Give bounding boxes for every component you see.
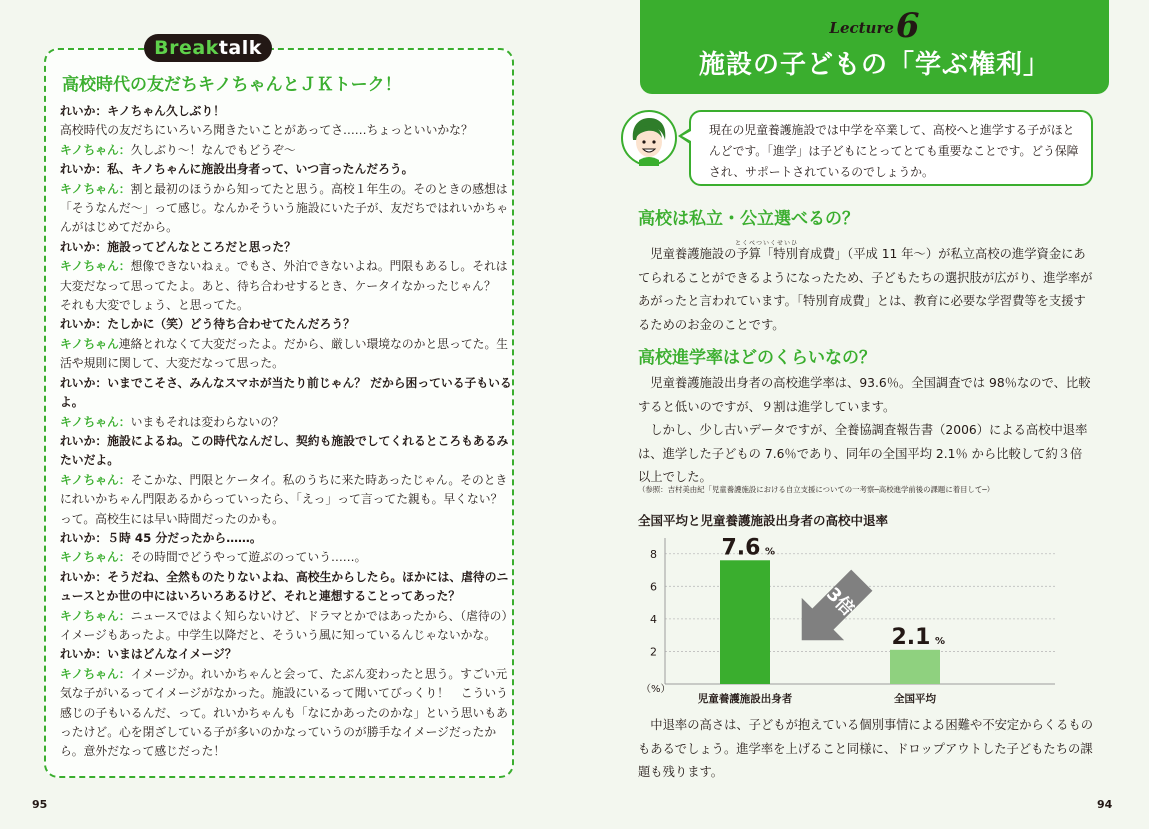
dialogue-body bbox=[60, 102, 515, 762]
line-text: 割と最初のほうから知ってたと思う。高校１年生の。そのときの感想は「そうなんだ～」って感じ。なんかそういう施設にいた子が、友だちではれいかちゃんがはじめてだから。 bbox=[60, 181, 509, 235]
dialogue-line bbox=[60, 432, 512, 471]
closing-body bbox=[638, 714, 1093, 785]
speaker-name: れいか bbox=[60, 569, 96, 584]
author-avatar-icon bbox=[621, 110, 677, 166]
x-category-label: 全国平均 bbox=[894, 693, 936, 705]
line-text: 私、キノちゃんに施設出身者って、いつ言ったんだろう。 bbox=[107, 162, 414, 177]
chart-svg bbox=[635, 530, 1075, 720]
line-text: そうだね、全然ものたりないよね、高校生からしたら。ほかには、虐待のニュースとか世の中にはいろいろあるけど、それと連想することってあった？ bbox=[60, 569, 509, 604]
line-text: その時間でどうやって遊ぶのっていう……。 bbox=[130, 550, 367, 565]
speaker-name: れいか bbox=[60, 647, 96, 662]
chart-title: 全国平均と児童養護施設出身者の高校中退率 bbox=[638, 513, 889, 528]
bar-value-unit: % bbox=[765, 546, 776, 558]
line-text: 連絡とれなくて大変だったよ。だから、厳しい環境なのかと思ってた。生活や規則に関して、大変だなって思った。 bbox=[60, 336, 509, 371]
dialogue-line bbox=[60, 180, 512, 238]
y-tick-label: 6 bbox=[650, 580, 657, 594]
speaker-separator: ： bbox=[95, 530, 108, 545]
dialogue-line bbox=[60, 471, 515, 529]
speaker-separator: ： bbox=[95, 647, 108, 662]
speaker-separator: ： bbox=[95, 317, 108, 332]
speaker-name: キノちゃん bbox=[60, 666, 119, 681]
lecture-banner bbox=[640, 0, 1109, 94]
speaker-separator: ： bbox=[95, 239, 108, 254]
speaker-name: れいか bbox=[60, 239, 96, 254]
bar-value-label: 2.1 bbox=[891, 624, 931, 650]
speaker-separator: ： bbox=[95, 569, 108, 584]
section1-heading: 高校は私立・公立選べるの？ bbox=[638, 209, 859, 229]
dialogue-continuation: 高校時代の友だちにいろいろ聞きたいことがあってさ……ちょっといいかな？ bbox=[60, 123, 473, 138]
dialogue-line bbox=[60, 160, 512, 179]
line-text: イメージか。れいかちゃんと会って、たぶん変わったと思う。すごい元気な子がいるってイメージがなかった。施設にいるって聞いてびっくり！ こういう感じの子もいるんだ、って。れいかちゃんも「なにかあったのかな」という思いもあったけど。心を閉ざしている子が多いのかなっていうのが勝手なイメージだったから。意外だなって感じだった！ bbox=[60, 666, 508, 759]
breaktalk-tag bbox=[144, 34, 272, 62]
speaker-separator: ： bbox=[95, 433, 108, 448]
speaker-separator: ： bbox=[118, 472, 131, 487]
ratio-arrow-shape bbox=[781, 559, 884, 662]
dialogue-line bbox=[60, 257, 512, 315]
dialogue-line bbox=[60, 413, 512, 432]
line-text: キノちゃん久しぶり！ bbox=[107, 104, 225, 118]
dialogue-line bbox=[60, 645, 512, 664]
speaker-separator: ： bbox=[118, 666, 131, 681]
bar-value-label: 7.6 bbox=[721, 535, 761, 561]
x-category-label: 児童養護施設出身者 bbox=[697, 693, 793, 705]
section2-paragraph-1: 児童養護施設出身者の高校進学率は、93.6％。全国調査では 98％なので、比較すると低いのですが、９割は進学しています。 bbox=[638, 376, 1091, 414]
speaker-separator: ： bbox=[95, 375, 108, 390]
speaker-name: キノちゃん bbox=[60, 259, 119, 274]
dialogue-line bbox=[60, 315, 512, 334]
line-text: たしかに（笑）どう待ち合わせてたんだろう？ bbox=[107, 317, 355, 332]
dialogue-line bbox=[60, 665, 512, 762]
lecture-number: 6 bbox=[895, 6, 920, 46]
intro-speech-bubble: 現在の児童養護施設では中学を卒業して、高校へと進学する子がほとんどです。「進学」は子どもにとってとても重要なことです。どう保障され、サポートされているのでしょうか。 bbox=[689, 110, 1093, 186]
y-tick-label: 4 bbox=[650, 612, 657, 626]
dropout-rate-chart bbox=[635, 530, 1075, 720]
dialogue-line bbox=[60, 607, 512, 646]
dialogue-line bbox=[60, 548, 512, 567]
speaker-separator: ： bbox=[118, 181, 131, 196]
line-text: いまはどんなイメージ？ bbox=[107, 647, 237, 662]
line-text: 施設によるね。この時代なんだし、契約も施設でしてくれるところもあるみたいだよ。 bbox=[60, 433, 509, 468]
tag-talk-text: talk bbox=[218, 37, 262, 59]
speaker-name: れいか bbox=[60, 433, 96, 448]
speaker-name: れいか bbox=[60, 104, 96, 118]
line-text: そこかな、門限とケータイ。私のうちに来た時あったじゃん。そのときにれいかちゃん門限あるからっていったら、「えっ」って言ってた親も。早くない？ って。高校生には早い時間だったのかも。 bbox=[60, 472, 515, 526]
speaker-separator: ： bbox=[95, 162, 108, 177]
speaker-name: れいか bbox=[60, 530, 96, 545]
lecture-word: Lecture bbox=[829, 19, 894, 37]
page-number-left: 95 bbox=[32, 798, 48, 811]
bar-1 bbox=[720, 560, 770, 684]
dialogue-line bbox=[60, 374, 512, 413]
ruby-annotation: とくべついくせいひ bbox=[735, 240, 799, 247]
dialogue-line bbox=[60, 102, 512, 121]
speaker-name: キノちゃん bbox=[60, 472, 119, 487]
section2-body bbox=[638, 372, 1093, 490]
y-axis-unit: （%） bbox=[641, 684, 671, 695]
bar-2 bbox=[890, 650, 940, 684]
line-text: 想像できないねぇ。でもさ、外泊できないよね。門限もあるし。それは大変だなって思ってたよ。あと、待ち合わせするとき、ケータイなかったじゃん？ それも大変でしょう、と思ってた。 bbox=[60, 259, 508, 313]
line-text: ５時 45 分だったから……。 bbox=[107, 530, 262, 545]
speaker-name: キノちゃん bbox=[60, 550, 119, 565]
ratio-arrow-icon bbox=[781, 559, 884, 662]
tag-break-text: Break bbox=[154, 37, 219, 59]
speaker-separator: ： bbox=[118, 608, 131, 623]
dialogue-line bbox=[60, 238, 512, 257]
speaker-separator: ： bbox=[118, 414, 131, 429]
line-text: ニュースではよく知らないけど、ドラマとかではあったから、（虐待の）イメージもあったよ。中学生以降だと、そういう風に知っているんじゃないかな。 bbox=[60, 608, 508, 642]
section2-heading: 高校進学率はどのくらいなの？ bbox=[638, 348, 876, 368]
speaker-name: キノちゃん bbox=[60, 414, 119, 429]
right-page bbox=[575, 0, 1149, 829]
ratio-annotation: 3倍 bbox=[822, 583, 859, 620]
speaker-separator: ： bbox=[118, 142, 131, 157]
speaker-separator: ： bbox=[118, 550, 131, 565]
page-number-right: 94 bbox=[1097, 798, 1113, 811]
speaker-name: れいか bbox=[60, 375, 96, 390]
line-text: いまもそれは変わらないの？ bbox=[130, 414, 284, 429]
speaker-name: れいか bbox=[60, 162, 96, 177]
closing-paragraph: 中退率の高さは、子どもが抱えている個別事情による困難や不安定からくるものもあるでしょう。進学率を上げること同様に、ドロップアウトした子どもたちの課題も残ります。 bbox=[638, 718, 1093, 780]
dialogue-line bbox=[60, 335, 512, 374]
line-text: 施設ってどんなところだと思った？ bbox=[107, 239, 296, 254]
speech-tail-inner bbox=[682, 131, 691, 141]
speaker-separator: ： bbox=[95, 104, 108, 118]
reference-note: （参照：吉村美由紀「児童養護施設における自立支援についての一考察─高校進学前後の課題に着目して─） bbox=[638, 485, 995, 494]
y-tick-label: 2 bbox=[650, 645, 657, 659]
y-tick-label: 8 bbox=[650, 547, 657, 561]
section1-body bbox=[638, 243, 1093, 337]
speaker-name: れいか bbox=[60, 317, 96, 332]
line-text: いまでこそさ、みんなスマホが当たり前じゃん？ だから困っている子もいるよ。 bbox=[60, 375, 512, 410]
section2-paragraph-2: しかし、少し古いデータですが、全養協調査報告書（2006）による高校中退率は、進学した子どもの 7.6％であり、同年の全国平均 2.1％ から比較して約３倍以上でした。 bbox=[638, 423, 1088, 485]
dialogue-line bbox=[60, 141, 512, 160]
dialogue-line bbox=[60, 568, 512, 607]
breaktalk-title: 高校時代の友だちキノちゃんとＪＫトーク！ bbox=[62, 75, 402, 95]
line-text: 久しぶり～！なんでもどうぞ～ bbox=[130, 142, 296, 157]
lecture-title: 施設の子どもの「学ぶ権利」 bbox=[698, 50, 1050, 80]
section1-paragraph: 児童養護施設の予算「特別育成費」（平成 11 年～）が私立高校の進学資金にあてられることができるようになったため、子どもたちの選択肢が広がり、進学率があがったと言われています。「特別育成費」とは、教育に必要な学習費等を支援するためのお金のことです。 bbox=[638, 247, 1093, 332]
speaker-separator: ： bbox=[118, 259, 131, 274]
speaker-name: キノちゃん bbox=[60, 142, 119, 157]
speaker-name: キノちゃん bbox=[60, 181, 119, 196]
speaker-name: キノちゃん bbox=[60, 336, 119, 351]
bar-value-unit: % bbox=[935, 635, 946, 647]
speaker-name: キノちゃん bbox=[60, 608, 119, 623]
dialogue-line bbox=[60, 529, 512, 548]
lecture-label bbox=[640, 6, 1109, 46]
